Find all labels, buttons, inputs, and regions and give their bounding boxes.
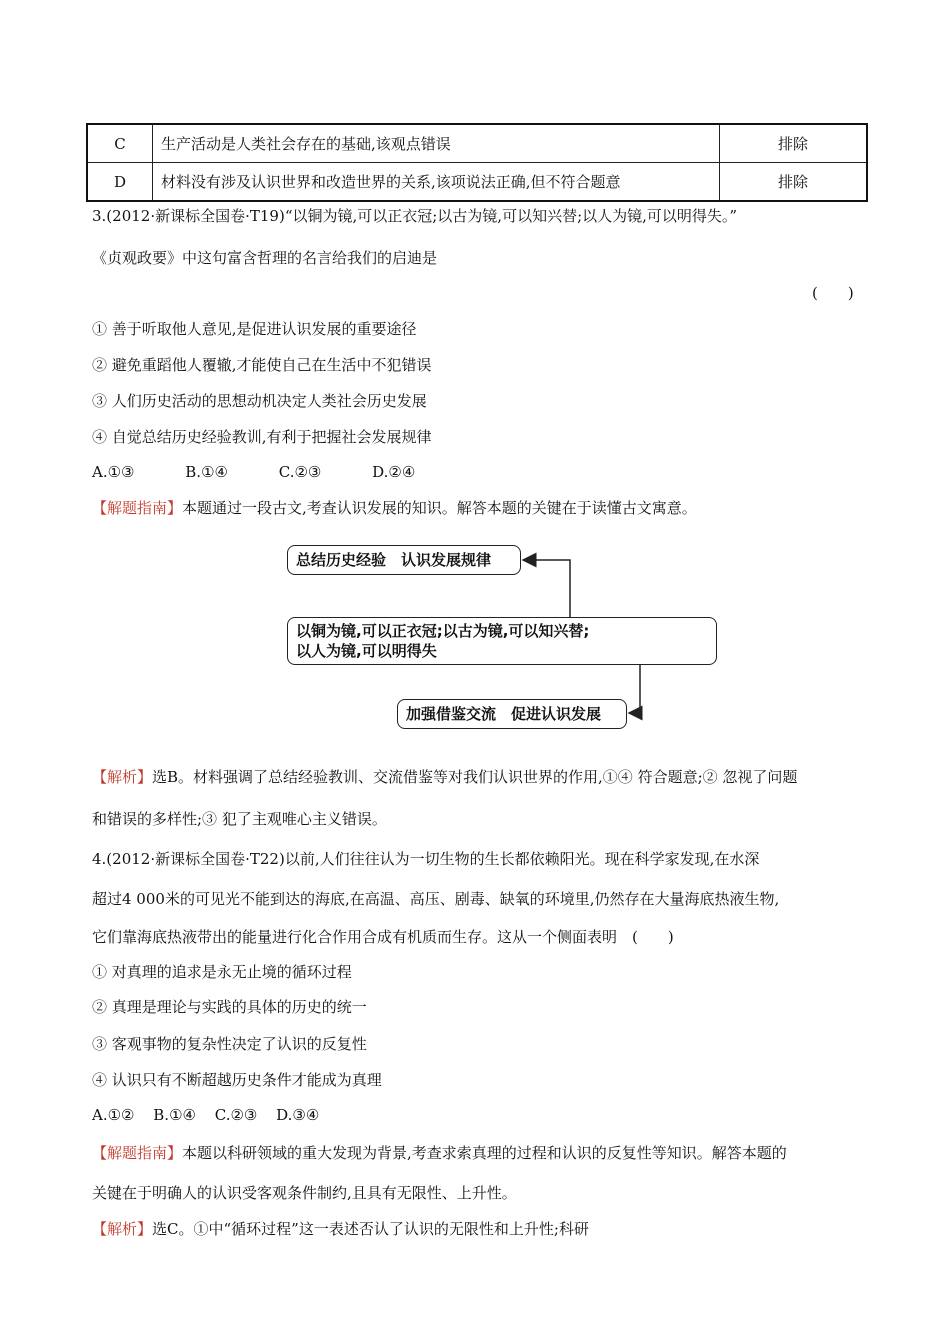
q4-option-b: B.①④ (153, 1106, 196, 1124)
q3-analysis-line2: 和错误的多样性;③ 犯了主观唯心主义错误。 (92, 810, 387, 828)
q4-option-c: C.②③ (214, 1106, 258, 1124)
option-verdict: 排除 (720, 124, 868, 163)
q4-item-4: ④ 认识只有不断超越历史条件才能成为真理 (92, 1071, 382, 1089)
analysis-tag: 【解析】 (92, 1220, 153, 1238)
q4-item-2: ② 真理是理论与实践的具体的历史的统一 (92, 998, 367, 1016)
q3-stem-line1: 3.(2012·新课标全国卷·T19)“以铜为镜,可以正衣冠;以古为镜,可以知兴替;以人为镜,可以明得失。” (92, 207, 738, 225)
q3-option-d: D.②④ (372, 463, 416, 481)
analysis-tag: 【解析】 (92, 768, 153, 786)
q3-option-b: B.①④ (185, 463, 228, 481)
q4-option-a: A.①② (92, 1106, 135, 1124)
q4-stem-line1: 4.(2012·新课标全国卷·T22)以前,人们往往认为一切生物的生长都依赖阳光。现在科学家发现,在水深 (92, 850, 760, 868)
q3-item-3: ③ 人们历史活动的思想动机决定人类社会历史发展 (92, 392, 427, 410)
option-description: 材料没有涉及认识世界和改造世界的关系,该项说法正确,但不符合题意 (153, 163, 720, 202)
q4-analysis-line1: 【解析】选C。①中“循环过程”这一表述否认了认识的无限性和上升性;科研 (92, 1220, 589, 1238)
q4-item-3: ③ 客观事物的复杂性决定了认识的反复性 (92, 1035, 367, 1053)
q4-guide-line1: 【解题指南】本题以科研领域的重大发现为背景,考查求索真理的过程和认识的反复性等知识。解答本题的 (92, 1144, 787, 1162)
q4-item-1: ① 对真理的追求是永无止境的循环过程 (92, 963, 352, 981)
option-description: 生产活动是人类社会存在的基础,该观点错误 (153, 124, 720, 163)
guide-tag: 【解题指南】 (92, 1144, 183, 1162)
q4-stem-line3: 它们靠海底热液带出的能量进行化合作用合成有机质而生存。这从一个侧面表明 ( ) (92, 928, 674, 946)
q3-option-a: A.①③ (92, 463, 135, 481)
q4-stem-line2: 超过4 000米的可见光不能到达的海底,在高温、高压、剧毒、缺氧的环境里,仍然存在大量海底热液生物, (92, 890, 780, 908)
flow-box-middle: 以铜为镜,可以正衣冠;以古为镜,可以知兴替; 以人为镜,可以明得失 (287, 617, 717, 665)
q4-options (92, 1106, 333, 1124)
q3-item-1: ① 善于听取他人意见,是促进认识发展的重要途径 (92, 320, 417, 338)
q3-analysis-line1: 【解析】选B。材料强调了总结经验教训、交流借鉴等对我们认识世界的作用,①④ 符合题意;② 忽视了问题 (92, 768, 798, 786)
q3-guide: 【解题指南】本题通过一段古文,考查认识发展的知识。解答本题的关键在于读懂古文寓意。 (92, 499, 697, 517)
option-letter: D (87, 163, 153, 202)
q3-item-4: ④ 自觉总结历史经验教训,有利于把握社会发展规律 (92, 428, 432, 446)
option-letter: C (87, 124, 153, 163)
option-verdict: 排除 (720, 163, 868, 202)
guide-tag: 【解题指南】 (92, 499, 183, 517)
q4-option-d: D.③④ (276, 1106, 320, 1124)
flow-box-bottom: 加强借鉴交流 促进认识发展 (397, 699, 627, 729)
q3-item-2: ② 避免重蹈他人覆辙,才能使自己在生活中不犯错误 (92, 356, 432, 374)
flow-box-top: 总结历史经验 认识发展规律 (287, 545, 521, 575)
q3-answer-bracket: ( ) (812, 284, 854, 302)
q4-guide-line2: 关键在于明确人的认识受客观条件制约,且具有无限性、上升性。 (92, 1184, 517, 1202)
q3-option-c: C.②③ (278, 463, 322, 481)
q3-stem-line2: 《贞观政要》中这句富含哲理的名言给我们的启迪是 (92, 249, 438, 267)
